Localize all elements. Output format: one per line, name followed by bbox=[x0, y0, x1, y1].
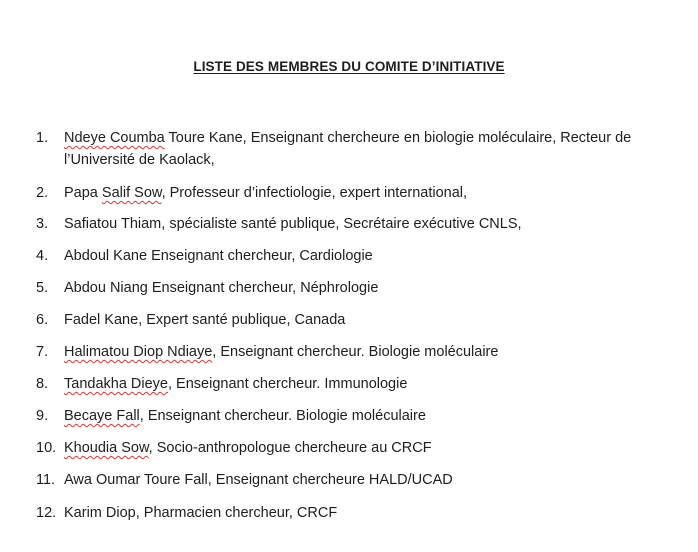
list-item-number: 6. bbox=[36, 312, 49, 328]
member-name-prefix: Papa bbox=[64, 185, 102, 201]
list-item-number: 2. bbox=[36, 185, 49, 201]
list-item-number: 11. bbox=[36, 472, 56, 488]
list-item-number: 12. bbox=[36, 505, 57, 521]
list-item-text bbox=[64, 437, 682, 459]
member-name: Halimatou Diop Ndiaye bbox=[64, 344, 213, 360]
member-name: Becaye Fall bbox=[64, 408, 140, 424]
member-description: , Professeur d’infectiologie, expert international, bbox=[161, 185, 468, 201]
list-item-number: 1. bbox=[36, 130, 49, 146]
list-item-number: 3. bbox=[36, 216, 49, 232]
member-description: Toure Kane, Enseignant chercheure en biologie moléculaire, Recteur de l’Université de Kaolack, bbox=[64, 130, 632, 168]
list-item-text bbox=[64, 182, 682, 204]
list-item-text: Abdoul Kane Enseignant chercheur, Cardiologie bbox=[64, 248, 373, 264]
list-item-number: 10. bbox=[36, 440, 57, 456]
list-item-number: 7. bbox=[36, 344, 49, 360]
member-name: Khoudia Sow bbox=[64, 440, 149, 456]
list-item-text: Abdou Niang Enseignant chercheur, Néphrologie bbox=[64, 280, 379, 296]
list-item-text bbox=[64, 341, 682, 363]
list-item-text: Safiatou Thiam, spécialiste santé publique, Secrétaire exécutive CNLS, bbox=[64, 216, 522, 232]
list-item-number: 5. bbox=[36, 280, 49, 296]
list-item-text bbox=[64, 127, 682, 171]
list-item-text: Karim Diop, Pharmacien chercheur, CRCF bbox=[64, 505, 338, 521]
list-item-number: 9. bbox=[36, 408, 49, 424]
list-item-number: 4. bbox=[36, 248, 49, 264]
member-name: Salif Sow bbox=[101, 185, 162, 201]
document-title: LISTE DES MEMBRES DU COMITE D’INITIATIVE bbox=[193, 59, 505, 74]
list-item-text: Fadel Kane, Expert santé publique, Canada bbox=[64, 312, 346, 328]
member-description: , Socio-anthropologue chercheure au CRCF bbox=[148, 440, 432, 456]
member-description: , Enseignant chercheur. Biologie moléculaire bbox=[212, 344, 499, 360]
member-description: , Enseignant chercheur. Immunologie bbox=[168, 376, 408, 392]
list-item-text bbox=[64, 373, 682, 395]
list-item-text bbox=[64, 405, 682, 427]
member-description: , Enseignant chercheur. Biologie moléculaire bbox=[139, 408, 426, 424]
member-name: Tandakha Dieye bbox=[64, 376, 168, 392]
member-name: Ndeye Coumba bbox=[64, 130, 165, 146]
list-item-number: 8. bbox=[36, 376, 49, 392]
list-item-text: Awa Oumar Toure Fall, Enseignant chercheure HALD/UCAD bbox=[64, 472, 453, 488]
